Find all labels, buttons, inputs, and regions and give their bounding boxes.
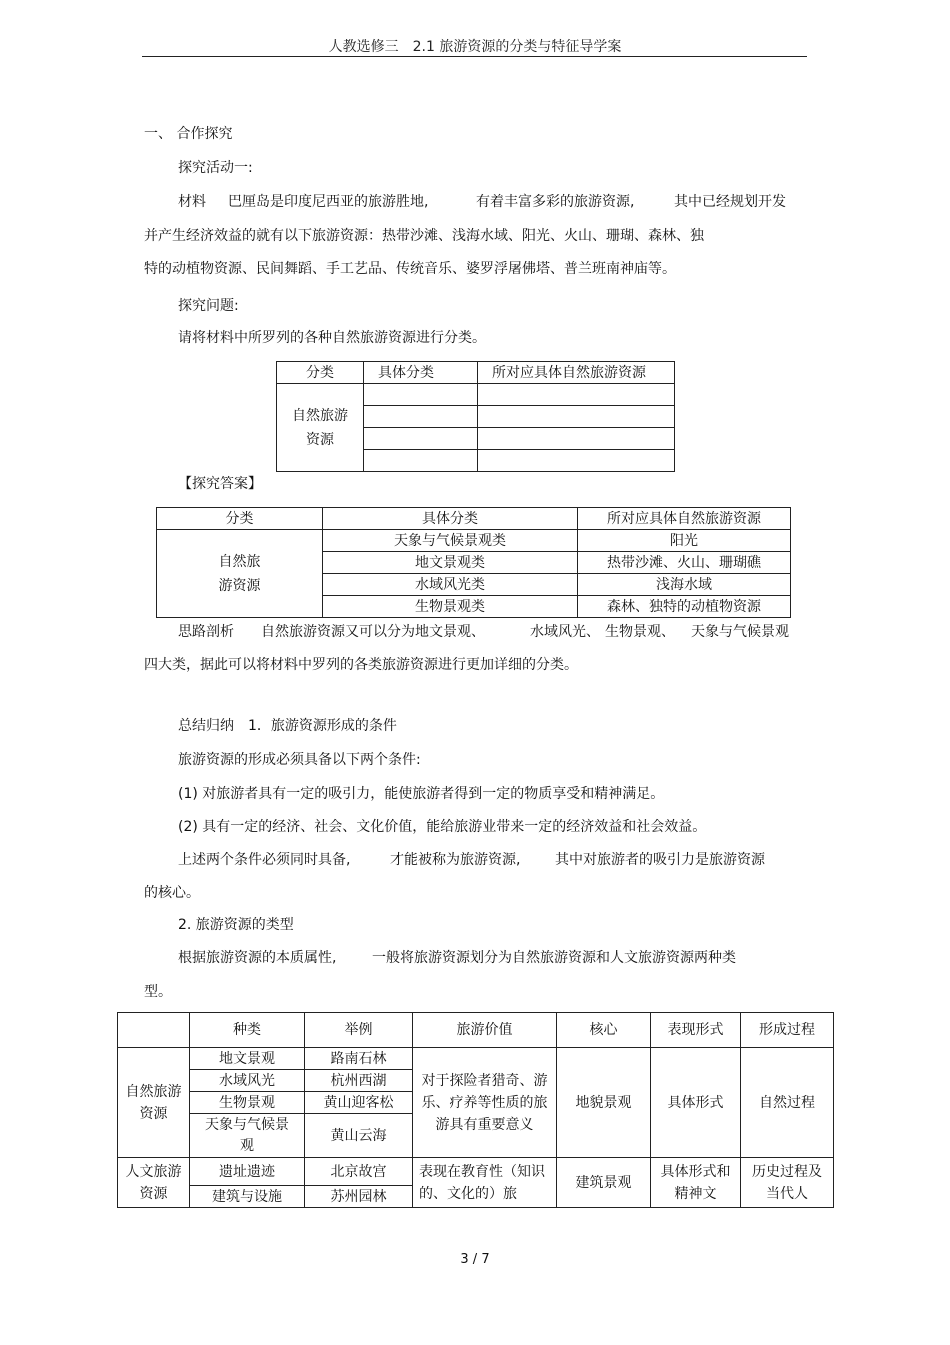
natural-kind: 生物景观: [190, 1092, 305, 1114]
table1-blank-cell[interactable]: [364, 384, 478, 406]
natural-kind: 水域风光: [190, 1070, 305, 1092]
table3-header-value: 旅游价值: [413, 1013, 557, 1048]
answer-resource: 浅海水域: [578, 574, 791, 596]
page-number: 3 / 7: [460, 1252, 490, 1267]
analysis-text-1a: 自然旅游资源又可以分为地文景观、: [261, 624, 485, 640]
natural-example: 路南石林: [305, 1048, 413, 1070]
analysis-label: 思路剖析: [178, 624, 234, 640]
summary-note-b: 才能被称为旅游资源,: [390, 852, 521, 868]
table1-row-label: 自然旅游资源: [277, 384, 364, 472]
table1-header-category: 分类: [277, 362, 364, 384]
material-text-2: 并产生经济效益的就有以下旅游资源：热带沙滩、浅海水域、阳光、火山、珊瑚、森林、独: [144, 228, 704, 244]
human-process: 历史过程及当代人: [741, 1158, 834, 1208]
material-text-1a: 巴厘岛是印度尼西亚的旅游胜地,: [228, 194, 429, 210]
answer-header-subcategory: 具体分类: [323, 508, 578, 530]
answer-resource: 阳光: [578, 530, 791, 552]
answer-resource: 森林、独特的动植物资源: [578, 596, 791, 618]
answer-category: 自然旅游资源: [157, 530, 323, 618]
human-kind: 遗址遗迹: [190, 1158, 305, 1186]
material-label: 材料: [178, 194, 206, 210]
analysis-text-1b: 水域风光、: [530, 624, 600, 640]
human-form: 具体形式和精神文: [651, 1158, 741, 1208]
human-example: 苏州园林: [305, 1186, 413, 1208]
answer-label: 【探究答案】: [178, 476, 262, 492]
analysis-text-2: 四大类，据此可以将材料中罗列的各类旅游资源进行更加详细的分类。: [144, 657, 578, 673]
types-text-line2: 型。: [144, 984, 172, 1000]
table3-header-form: 表现形式: [651, 1013, 741, 1048]
human-example: 北京故宫: [305, 1158, 413, 1186]
answer-header-category: 分类: [157, 508, 323, 530]
table1-header-subcategory: 具体分类: [364, 362, 478, 384]
answer-subcategory: 地文景观类: [323, 552, 578, 574]
answer-header-resources: 所对应具体自然旅游资源: [578, 508, 791, 530]
natural-process: 自然过程: [741, 1048, 834, 1158]
table1-blank-cell[interactable]: [364, 450, 478, 472]
table1-blank-cell[interactable]: [478, 406, 675, 428]
table3-header-example: 举例: [305, 1013, 413, 1048]
summary-note-a: 上述两个条件必须同时具备,: [178, 852, 351, 868]
summary-title: 总结归纳 1．旅游资源形成的条件: [178, 718, 397, 734]
resource-types-table: [117, 1012, 834, 1208]
activity-title: 探究活动一:: [178, 160, 253, 176]
table1-blank-cell[interactable]: [478, 450, 675, 472]
natural-form: 具体形式: [651, 1048, 741, 1158]
types-title: 2. 旅游资源的类型: [178, 917, 294, 933]
answer-subcategory: 水域风光类: [323, 574, 578, 596]
question-text: 请将材料中所罗列的各种自然旅游资源进行分类。: [178, 330, 486, 346]
summary-note-c: 其中对旅游者的吸引力是旅游资源: [555, 852, 765, 868]
human-core: 建筑景观: [557, 1158, 651, 1208]
natural-resource-label: 自然旅游资源: [118, 1048, 190, 1158]
blank-classification-table: [276, 361, 675, 472]
table3-header-process: 形成过程: [741, 1013, 834, 1048]
answer-subcategory: 天象与气候景观类: [323, 530, 578, 552]
answer-resource: 热带沙滩、火山、珊瑚礁: [578, 552, 791, 574]
header-rule: [142, 56, 807, 57]
table1-blank-cell[interactable]: [364, 406, 478, 428]
answer-table: [156, 507, 791, 618]
summary-intro: 旅游资源的形成必须具备以下两个条件:: [178, 752, 421, 768]
table1-blank-cell[interactable]: [364, 428, 478, 450]
material-text-1c: 其中已经规划开发: [674, 194, 786, 210]
human-resource-label: 人文旅游资源: [118, 1158, 190, 1208]
page-header: 人教选修三 2.1 旅游资源的分类与特征导学案: [328, 39, 622, 55]
material-text-3: 特的动植物资源、民间舞蹈、手工艺品、传统音乐、婆罗浮屠佛塔、普兰班南神庙等。: [144, 261, 676, 277]
table1-blank-cell[interactable]: [478, 384, 675, 406]
question-label: 探究问题:: [178, 298, 239, 314]
table3-corner: [118, 1013, 190, 1048]
answer-subcategory: 生物景观类: [323, 596, 578, 618]
analysis-text-1d: 天象与气候景观: [691, 624, 789, 640]
section-heading: 一、 合作探究: [144, 126, 233, 142]
human-value: 表现在教育性（知识的、文化的）旅: [413, 1158, 557, 1208]
table3-header-kind: 种类: [190, 1013, 305, 1048]
condition-1: (1) 对旅游者具有一定的吸引力，能使旅游者得到一定的物质享受和精神满足。: [178, 786, 665, 802]
condition-2: (2) 具有一定的经济、社会、文化价值，能给旅游业带来一定的经济效益和社会效益。: [178, 819, 707, 835]
summary-note-line2: 的核心。: [144, 885, 200, 901]
natural-value: 对于探险者猎奇、游乐、疗养等性质的旅游具有重要意义: [413, 1048, 557, 1158]
natural-example: 杭州西湖: [305, 1070, 413, 1092]
analysis-text-1c: 生物景观、: [605, 624, 675, 640]
table1-blank-cell[interactable]: [478, 428, 675, 450]
table1-header-resources: 所对应具体自然旅游资源: [478, 362, 675, 384]
types-text-b: 一般将旅游资源划分为自然旅游资源和人文旅游资源两种类: [372, 950, 736, 966]
natural-kind: 天象与气候景观: [190, 1114, 305, 1158]
table3-header-core: 核心: [557, 1013, 651, 1048]
material-text-1b: 有着丰富多彩的旅游资源,: [476, 194, 635, 210]
natural-kind: 地文景观: [190, 1048, 305, 1070]
natural-example: 黄山迎客松: [305, 1092, 413, 1114]
natural-core: 地貌景观: [557, 1048, 651, 1158]
natural-example: 黄山云海: [305, 1114, 413, 1158]
human-kind: 建筑与设施: [190, 1186, 305, 1208]
types-text-a: 根据旅游资源的本质属性,: [178, 950, 337, 966]
